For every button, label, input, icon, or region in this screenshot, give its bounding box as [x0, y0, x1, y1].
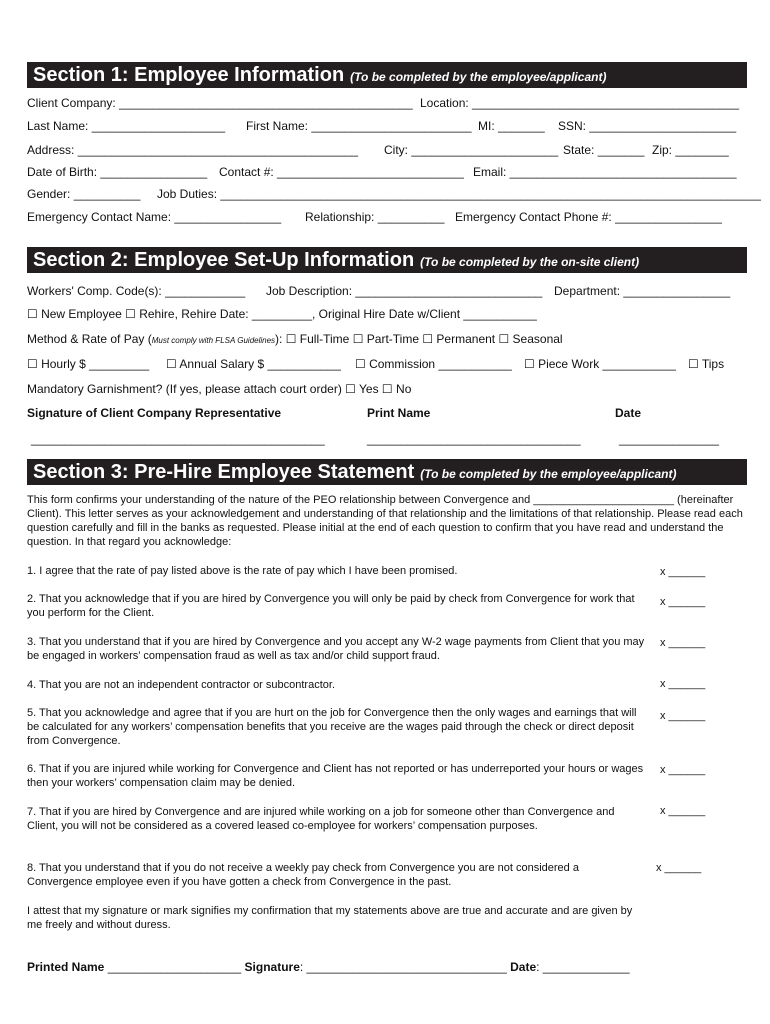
- job-duties-field[interactable]: Job Duties: _________________________________________________________________________________: [157, 187, 761, 201]
- annual-salary-option[interactable]: ☐ Annual Salary $ ___________: [166, 357, 341, 371]
- section-2-title-text: Section 2: Employee Set-Up Information: [33, 249, 415, 271]
- job-description-field[interactable]: Job Description: ____________________________: [266, 284, 543, 298]
- employee-status-line[interactable]: ☐ New Employee ☐ Rehire, Rehire Date: _________, Original Hire Date w/Client ___________: [27, 307, 537, 321]
- section-3-subtitle: (To be completed by the employee/applicant): [420, 467, 677, 481]
- initial-8[interactable]: x ______: [656, 862, 702, 874]
- employee-date-label: Date: [510, 960, 537, 974]
- relationship-field[interactable]: Relationship: __________: [305, 210, 445, 224]
- ssn-field[interactable]: SSN: ______________________: [558, 119, 737, 133]
- client-signature-label: Signature of Client Company Representative: [27, 406, 282, 420]
- hourly-option[interactable]: ☐ Hourly $ _________: [27, 357, 150, 371]
- statement-4: 4. That you are not an independent contractor or subcontractor.: [27, 679, 335, 691]
- piece-work-option[interactable]: ☐ Piece Work ___________: [524, 357, 676, 371]
- section-3-header: [27, 459, 747, 485]
- section-2-subtitle: (To be completed by the on-site client): [420, 255, 640, 269]
- pay-method-line[interactable]: [27, 332, 563, 346]
- contact-field[interactable]: Contact #: ____________________________: [219, 165, 464, 179]
- initial-6[interactable]: x ______: [660, 764, 706, 776]
- initial-3[interactable]: x ______: [660, 637, 706, 649]
- signature-label: Signature: [244, 960, 300, 974]
- employee-date-line[interactable]: : _____________: [536, 960, 630, 974]
- attestation-paragraph: I attest that my signature or mark signifies my confirmation that my statements above are true and accurate and are given by me freely and without duress.: [27, 905, 633, 931]
- statement-8: 8. That you understand that if you do not receive a weekly pay check from Convergence you are not considered a Convergence employee even if you have gotten a check from Convergence in the past.: [27, 862, 579, 888]
- section-1-title-text: Section 1: Employee Information: [33, 64, 345, 86]
- initial-7[interactable]: x ______: [660, 805, 706, 817]
- section-1-title: [33, 62, 606, 90]
- statement-5: 5. That you acknowledge and agree that if you are hurt on the job for Convergence then the only wages and earnings that will be calculated for any workers’ compensation benefits that you receive are the wages paid through the check or direct deposit from Convergence.: [27, 707, 637, 747]
- section-3-title: [33, 459, 677, 487]
- date-line[interactable]: _______________: [619, 432, 720, 446]
- statement-2: 2. That you acknowledge that if you are hired by Convergence you will only be paid by check from Convergence for work that you perform for the Client.: [27, 593, 635, 619]
- initial-2[interactable]: x ______: [660, 596, 706, 608]
- gender-field[interactable]: Gender: __________: [27, 187, 141, 201]
- section-1-subtitle: (To be completed by the employee/applicant): [350, 70, 607, 84]
- initial-4[interactable]: x ______: [660, 678, 706, 690]
- employee-signature-row: [27, 960, 630, 974]
- pay-method-label: Method & Rate of Pay (: [27, 332, 152, 346]
- flsa-note: Must comply with FLSA Guidelines: [151, 336, 276, 345]
- statement-1: 1. I agree that the rate of pay listed above is the rate of pay which I have been promised.: [27, 565, 458, 577]
- printed-name-line[interactable]: ____________________: [107, 960, 242, 974]
- address-field[interactable]: Address: __________________________________________: [27, 143, 358, 157]
- print-name-line[interactable]: ________________________________: [367, 432, 581, 446]
- intro-paragraph: This form confirms your understanding of the nature of the PEO relationship between Convergence and _______________________ (hereinafter Client). This letter serves as your acknowledgement and understanding of that relationship and the limitations of that relationship. Please read each question carefully and fill in the banks as requested. Please initial at the end of each question to confirm that you have read and understand the question. In that regard you acknowledge:: [27, 494, 743, 548]
- location-field[interactable]: Location: ________________________________________: [420, 96, 739, 110]
- last-name-field[interactable]: Last Name: ____________________: [27, 119, 226, 133]
- date-label: Date: [615, 406, 642, 420]
- emergency-contact-name-field[interactable]: Emergency Contact Name: ________________: [27, 210, 282, 224]
- initial-1[interactable]: x ______: [660, 566, 706, 578]
- client-company-field[interactable]: Client Company: ____________________________________________: [27, 96, 413, 110]
- section-2-title: [33, 247, 639, 275]
- date-of-birth-field[interactable]: Date of Birth: ________________: [27, 165, 208, 179]
- garnishment-question[interactable]: Mandatory Garnishment? (If yes, please attach court order) ☐ Yes ☐ No: [27, 382, 412, 396]
- zip-field[interactable]: Zip: ________: [652, 143, 729, 157]
- section-3-title-text: Section 3: Pre-Hire Employee Statement: [33, 461, 415, 483]
- city-field[interactable]: City: ______________________: [384, 143, 559, 157]
- email-field[interactable]: Email: __________________________________: [473, 165, 737, 179]
- printed-name-label: Printed Name: [27, 960, 105, 974]
- emergency-contact-phone-field[interactable]: Emergency Contact Phone #: ________________: [455, 210, 722, 224]
- statement-7: 7. That if you are hired by Convergence and are injured while working on a job for someone other than Convergence and Client, you will not be considered as a covered leased co-employee for workers’ compensation purposes.: [27, 806, 615, 832]
- commission-option[interactable]: ☐ Commission ___________: [355, 357, 512, 371]
- first-name-field[interactable]: First Name: ________________________: [246, 119, 472, 133]
- mi-field[interactable]: MI: _______: [478, 119, 545, 133]
- department-field[interactable]: Department: ________________: [554, 284, 731, 298]
- tips-option[interactable]: ☐ Tips: [688, 357, 725, 371]
- section-2-header: [27, 247, 747, 273]
- statement-6: 6. That if you are injured while working for Convergence and Client has not reported or has underreported your hours or wages then your workers’ compensation claim may be denied.: [27, 763, 644, 789]
- workers-comp-code-field[interactable]: Workers' Comp. Code(s): ____________: [27, 284, 246, 298]
- client-signature-line[interactable]: ____________________________________________: [31, 432, 325, 446]
- signature-line[interactable]: : ______________________________: [299, 960, 507, 974]
- section-1-header: [27, 62, 747, 88]
- employment-type-options[interactable]: ): ☐ Full-Time ☐ Part-Time ☐ Permanent ☐ Seasonal: [275, 332, 563, 346]
- statement-3: 3. That you understand that if you are hired by Convergence and you accept any W-2 wage payments from Client that you may be engaged in workers’ compensation fraud as well as tax and/or child support fraud.: [27, 636, 645, 662]
- state-field[interactable]: State: _______: [563, 143, 645, 157]
- print-name-label: Print Name: [367, 406, 431, 420]
- initial-5[interactable]: x ______: [660, 710, 706, 722]
